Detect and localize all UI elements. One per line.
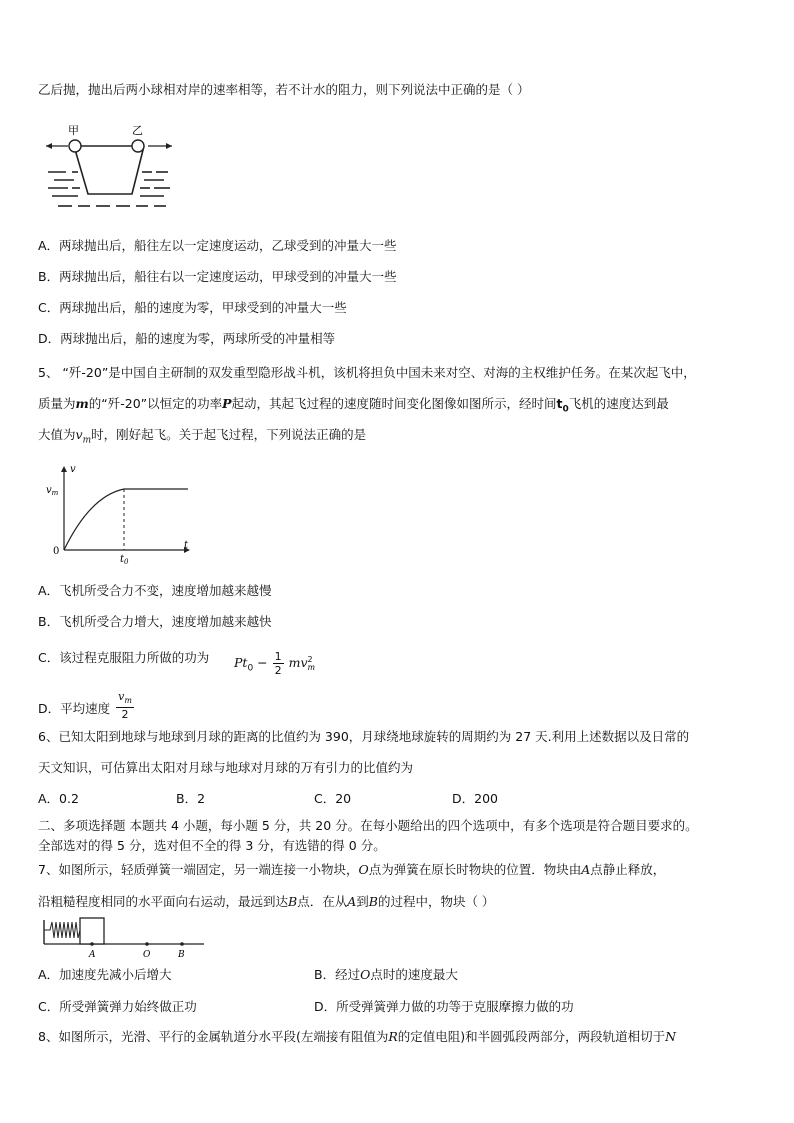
q6-option-b: B．2 — [176, 791, 206, 806]
q5-option-d: D．平均速度 $\frac{v_m}{2}$ — [38, 690, 132, 722]
q4-option-d: D．两球抛出后，船的速度为零，两球所受的冲量相等 — [38, 331, 336, 346]
ball-yi — [132, 140, 144, 152]
q8-stem-line1: 8、如图所示，光滑、平行的金属轨道分水平段(左端接有阻值为R的定值电阻)和半圆弧段两部分，两段轨道相切于N — [38, 1029, 677, 1044]
spring-block-figure — [40, 914, 210, 960]
section2-heading-line2: 全部选对的得 5 分，选对但不全的得 3 分，有选错的得 0 分。 — [38, 838, 386, 853]
q6-stem-line1: 6、已知太阳到地球与地球到月球的距离的比值约为 390，月球绕地球旋转的周期约为 27 天.利用上述数据以及日常的 — [38, 729, 690, 744]
q4-option-b: B．两球抛出后，船往右以一定速度运动，甲球受到的冲量大一些 — [38, 269, 397, 284]
q7-option-d: D．所受弹簧弹力做的功等于克服摩擦力做的功 — [314, 999, 574, 1014]
q5-stem-line2: 质量为m的“歼-20”以恒定的功率P起动，其起飞过程的速度随时间变化图像如图所示，经时间$t_0$飞机的速度达到最 — [38, 396, 669, 415]
q6-stem-line2: 天文知识，可估算出太阳对月球与地球对月球的万有引力的比值约为 — [38, 760, 414, 775]
q4-option-c: C．两球抛出后，船的速度为零，甲球受到的冲量大一些 — [38, 300, 347, 315]
q5-option-d-fraction: $\frac{v_m}{2}$ — [118, 690, 132, 722]
block — [80, 918, 104, 944]
point-b-label: B — [178, 950, 185, 960]
q4-option-a: A．两球抛出后，船往左以一定速度运动，乙球受到的冲量大一些 — [38, 238, 397, 253]
q7-option-a: A．加速度先减小后增大 — [38, 967, 172, 982]
graph-t0-mark: $t_0$ — [120, 554, 129, 566]
q7-stem-line2: 沿粗糙程度相同的水平面向右运动，最远到达B点．在从A到B的过程中，物块（ ） — [38, 894, 495, 909]
q7-option-c: C．所受弹簧弹力始终做正功 — [38, 999, 197, 1014]
velocity-time-graph — [40, 462, 200, 566]
point-o-label: O — [143, 950, 151, 960]
label-yi: 乙 — [132, 124, 143, 137]
graph-origin: 0 — [53, 546, 60, 557]
graph-y-label: v — [70, 464, 76, 475]
q5-option-a: A．飞机所受合力不变，速度增加越来越慢 — [38, 583, 272, 598]
graph-vm-mark: $v_m$ — [46, 485, 59, 497]
q5-option-c: C．该过程克服阻力所做的功为 $Pt_0$ − $\frac{1}{2}$ mv 2 m — [38, 650, 316, 677]
q6-option-c: C．20 — [314, 791, 352, 806]
q6-option-d: D．200 — [452, 791, 498, 806]
point-a-label: A — [89, 950, 96, 960]
q5-stem-line1: 5、 “歼-20”是中国自主研制的双发重型隐形战斗机，该机将担负中国未来对空、对海的主权维护任务。在某次起飞中， — [38, 365, 696, 380]
q5-option-c-formula: $Pt_0$ − $\frac{1}{2}$ mv 2 m — [234, 650, 316, 677]
ball-jia — [69, 140, 81, 152]
section2-heading-line1: 二、多项选择题 本题共 4 小题，每小题 5 分，共 20 分。在每小题给出的四个选项中，有多个选项是符合题目要求的。 — [38, 818, 698, 833]
q7-option-b: B．经过O点时的速度最大 — [314, 967, 458, 982]
q6-option-a: A．0.2 — [38, 791, 79, 806]
label-jia: 甲 — [68, 124, 79, 137]
boat-figure — [44, 122, 174, 214]
question-intro-line: 乙后抛，抛出后两小球相对岸的速率相等，若不计水的阻力，则下列说法中正确的是（ ） — [38, 82, 530, 97]
q7-stem-line1: 7、如图所示，轻质弹簧一端固定，另一端连接一小物块，O点为弹簧在原长时物块的位置．物块由A点静止释放， — [38, 862, 666, 877]
q5-stem-line3: 大值为$v_m$时，刚好起飞。关于起飞过程，下列说法正确的是 — [38, 427, 367, 446]
graph-x-label: t — [184, 540, 189, 551]
q5-option-b: B．飞机所受合力增大，速度增加越来越快 — [38, 614, 272, 629]
